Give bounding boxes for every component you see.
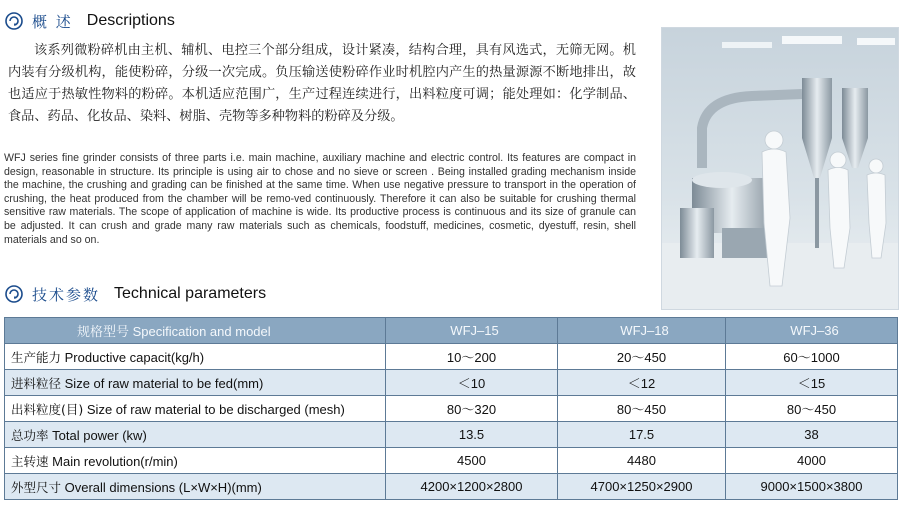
table-cell: 4700×1250×2900 (558, 474, 726, 500)
row-label (5, 370, 386, 396)
table-cell: 4000 (726, 448, 898, 474)
row-label-cn: 主转速 (11, 453, 49, 469)
parameters-table (4, 317, 898, 500)
table-cell: 4480 (558, 448, 726, 474)
table-cell: 4200×1200×2800 (386, 474, 558, 500)
table-cell: 80～450 (558, 396, 726, 422)
table-cell: ＜10 (386, 370, 558, 396)
row-label-en: Size of raw material to be fed(mm) (64, 375, 264, 391)
table-row (5, 474, 898, 500)
row-label (5, 344, 386, 370)
circle-arrow-icon (4, 11, 24, 31)
row-label-cn: 生产能力 (11, 349, 62, 365)
table-row (5, 396, 898, 422)
descriptions-heading (4, 10, 175, 32)
row-label (5, 422, 386, 448)
description-text-cn: 该系列微粉碎机由主机、辅机、电控三个部分组成，设计紧凑，结构合理，具有风选式，无筛无网。机内装有分级机构，能使粉碎，分级一次完成。负压输送使粉碎作业时机腔内产生的热量源源不断地排出，故也适应于热敏性物料的粉碎。本机适应范围广，生产过程连续进行，出料粒度可调；能处理如：化学制品、食品、药品、化妆品、染料、树脂、壳物等多种物料的粉碎及分级。 (8, 43, 636, 124)
row-label (5, 396, 386, 422)
description-text-en: WFJ series fine grinder consists of three parts i.e. main machine, auxiliary machine and electric control. Its features are compact in design, reasonable in structure. Its principle is using air to chose and no sieve or screen . Being installed grading mechanism inside the machine, the crushing and grading can be finished at the same time. When use negative pressure to transport in the operation of crushing, the heat produced from the chamber will be remo-ved continuously. Therefore it can also be suitable for crushing thermal sensitive raw materials. The scope of application of machine is wide. Its productive process is continuous and its size of granule can be adjusted. It can crush and grade many raw materials such as chemicals, foodstuff, medicines, cosmetic, dyestuff, resin, shell materials and so on. (4, 152, 636, 246)
table-cell: 80～320 (386, 396, 558, 422)
table-cell: 80～450 (726, 396, 898, 422)
table-row (5, 422, 898, 448)
table-cell: 17.5 (558, 422, 726, 448)
circle-arrow-icon (4, 284, 24, 304)
table-cell: 13.5 (386, 422, 558, 448)
descriptions-title-en: Descriptions (86, 12, 175, 29)
table-cell: 60～1000 (726, 344, 898, 370)
table-cell: ＜12 (558, 370, 726, 396)
row-label-cn: 进料粒径 (11, 375, 62, 391)
row-label-en: Overall dimensions (L×W×H)(mm) (64, 479, 262, 495)
parameters-title-en: Technical parameters (114, 285, 267, 302)
row-label-en: Productive capacit(kg/h) (64, 349, 205, 365)
table-cell: 10～200 (386, 344, 558, 370)
header-model: WFJ–15 (386, 318, 558, 344)
parameters-heading (4, 283, 266, 305)
row-label-cn: 出料粒度(目) (11, 401, 84, 417)
table-cell: ＜15 (726, 370, 898, 396)
table-row (5, 344, 898, 370)
table-header-row (5, 318, 898, 344)
table-cell: 4500 (386, 448, 558, 474)
row-label-cn: 外型尺寸 (11, 479, 62, 495)
row-label (5, 448, 386, 474)
table-cell: 9000×1500×3800 (726, 474, 898, 500)
table-row (5, 370, 898, 396)
row-label-en: Main revolution(r/min) (52, 453, 178, 469)
header-model: WFJ–18 (558, 318, 726, 344)
table-cell: 20～450 (558, 344, 726, 370)
row-label-cn: 总功率 (11, 427, 49, 443)
parameters-title-cn: 技术参数 (32, 285, 101, 304)
factory-photo (661, 27, 899, 310)
header-model: WFJ–36 (726, 318, 898, 344)
header-spec-label: 规格型号 Specification and model (5, 318, 386, 344)
table-cell: 38 (726, 422, 898, 448)
row-label (5, 474, 386, 500)
descriptions-title-cn: 概 述 (32, 12, 73, 31)
row-label-en: Size of raw material to be discharged (mesh) (86, 401, 345, 417)
table-row (5, 448, 898, 474)
row-label-en: Total power (kw) (52, 427, 147, 443)
